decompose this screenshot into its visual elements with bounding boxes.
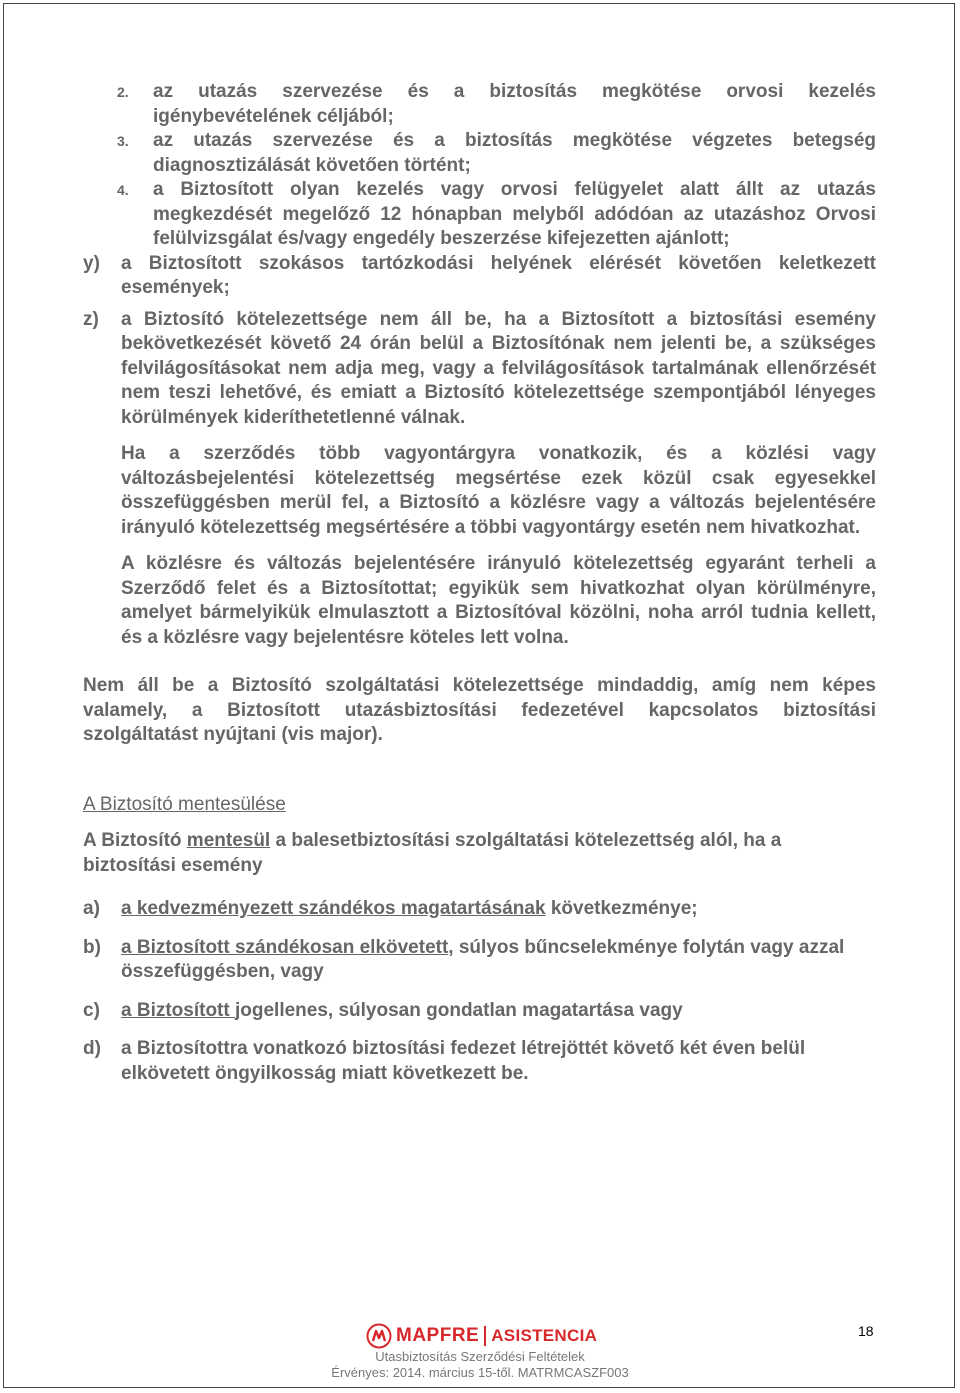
list-label: a) (83, 898, 100, 919)
list-label: y) (83, 252, 100, 274)
exemption-item-d: d) a Biztosítottra vonatkozó biztosítási fedezet létrejöttét követő két éven belül elkövetett öngyilkosság miatt következett be. (83, 1037, 876, 1086)
exemption-item-a: a) a kedvezményezett szándékos magatartásának következménye; (83, 897, 876, 922)
list-text: az utazás szervezése és a biztosítás megkötése végzetes betegség diagnosztizálását követően történt; (153, 130, 876, 176)
list-text: a Biztosító kötelezettsége nem áll be, ha a Biztosított a biztosítási esemény bekövetkezését követő 24 órán belül a Biztosítónak nem jelenti be, a szükséges felvilágosításokat nem adja meg, vagy a felvilágosítások tartalmának ellenőrzését nem teszi lehetővé, és emiatt a Biztosító kötelezettsége szempontjából lényeges körülmények kideríthetetlenné válnak. (121, 308, 876, 428)
list-label: d) (83, 1038, 101, 1059)
list-item (117, 129, 876, 178)
footer-validity: Érvényes: 2014. március 15-től. MATRMCASZF003 (331, 1365, 629, 1380)
page-number: 18 (858, 1323, 874, 1339)
list-label: c) (83, 999, 100, 1021)
list-number: 2. (117, 84, 129, 100)
numbered-list (83, 80, 876, 252)
list-text: a Biztosított olyan kezelés vagy orvosi felügyelet alatt állt az utazás megkezdését megelőző 12 hónapban melyből adódóan az utazáshoz Orvosi felülvizsgálat és/vagy engedély beszerzése kifejezetten ajánlott; (153, 179, 876, 249)
exemption-item-c: c) a Biztosított jogellenes, súlyosan gondatlan magatartása vagy (83, 999, 876, 1024)
list-item-z (83, 308, 876, 431)
footer-logo (366, 1323, 597, 1349)
paragraph-obligation: A közlésre és változás bejelentésére irányuló kötelezettség egyaránt terheli a Szerződő felet és a Biztosítottat; egyikük sem hivatkozhat olyan körülményre, amelyet bármelyikük elmulasztott a Biztosítóval közölni, noha arról tudnia kellett, és a közlésre vagy bejelentésre köteles lett volna. (121, 553, 876, 648)
list-label: b) (83, 936, 101, 958)
brand-name: MAPFRE (396, 1325, 480, 1346)
list-item (117, 178, 876, 252)
footer-doc-title: Utasbiztosítás Szerződési Feltételek (375, 1349, 585, 1364)
list-number: 4. (117, 182, 129, 198)
list-text: az utazás szervezése és a biztosítás megkötése orvosi kezelés igénybevételének céljából; (153, 81, 876, 127)
underlined-term: a Biztosított (121, 999, 235, 1021)
underlined-term: mentesül (186, 830, 271, 851)
list-label: z) (83, 308, 99, 330)
list-item (117, 80, 876, 129)
document-body (83, 80, 876, 1086)
mapfre-logo-icon (366, 1323, 392, 1349)
section-title: A Biztosító mentesülése (83, 793, 286, 815)
exemption-item-b: b) a Biztosított szándékosan elkövetett, súlyos bűncselekménye folytán vagy azzal összefüggésben, vagy (83, 936, 876, 985)
underlined-term: a Biztosított szándékosan elkövetett (121, 936, 449, 958)
list-text: a Biztosított szokásos tartózkodási helyének elérését követően keletkezett események; (121, 252, 876, 298)
paragraph-multiple-assets: Ha a szerződés több vagyontárgyra vonatkozik, és a közlési vagy változásbejelentési kötelezettség megsértése ezek közül csak egyesekkel összefüggésben merül fel, a Biztosító a közlésre vagy a változás bejelentésére irányuló kötelezettség megsértésére a többi vagyontárgy esetén nem hivatkozhat. (121, 443, 876, 538)
list-item-y (83, 252, 876, 301)
brand-divider (484, 1326, 486, 1346)
brand-subname: ASISTENCIA (491, 1326, 598, 1345)
paragraph-vis-major: Nem áll be a Biztosító szolgáltatási kötelezettsége mindaddig, amíg nem képes valamely, a Biztosított utazásbiztosítási fedezetével kapcsolatos biztosítási szolgáltatást nyújtani (vis major). (83, 675, 876, 745)
underlined-term: a kedvezményezett szándékos magatartásának (121, 898, 546, 919)
exemption-intro: A Biztosító mentesül a balesetbiztosítási szolgáltatási kötelezettség alól, ha a biztosítási esemény (83, 830, 782, 876)
list-number: 3. (117, 133, 129, 149)
